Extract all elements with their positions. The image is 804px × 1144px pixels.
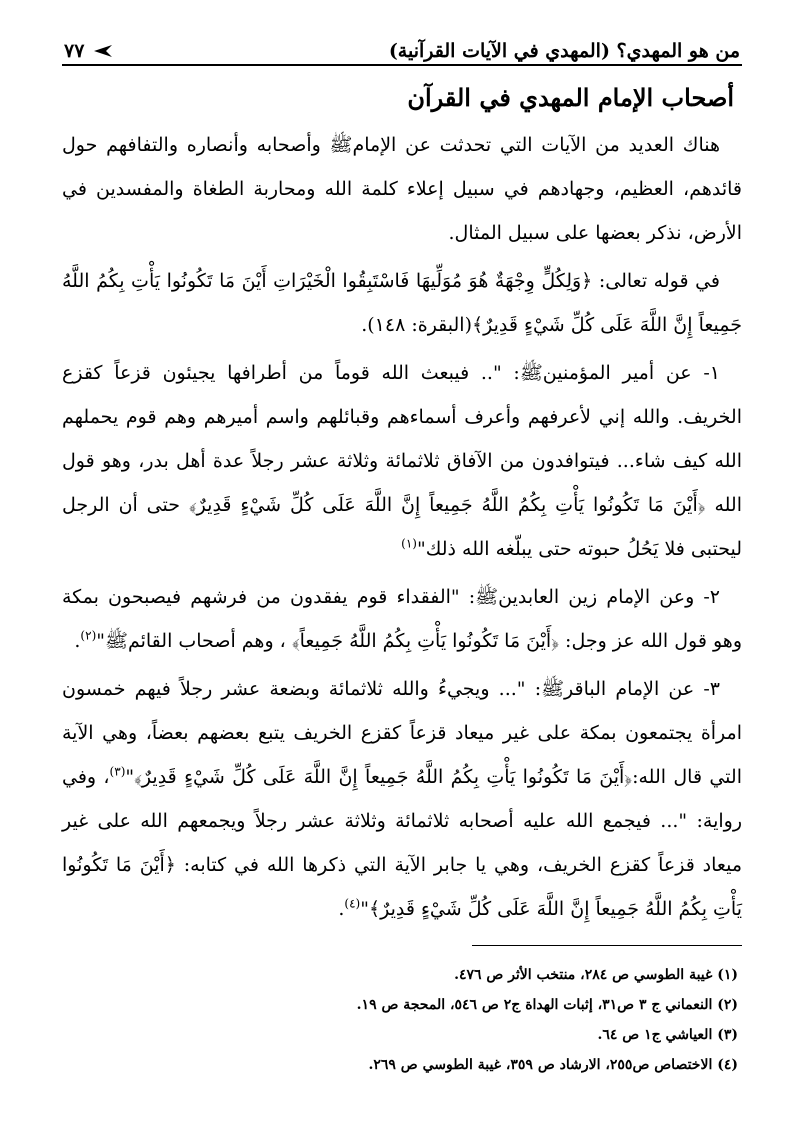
- footnote-marker-1[interactable]: (١): [401, 536, 417, 551]
- running-header-title: من هو المهدي؟ (المهدي في الآيات القرآنية): [388, 40, 740, 62]
- narration-1: [62, 351, 742, 571]
- footnote-3: (٣) العياشي ج١ ص ٦٤.: [597, 1027, 738, 1044]
- narration-3-continued: ، وفي رواية: "... فيجمع الله عليه أصحابه ثلاثمائة وثلاثة عشر رجلاً ويجمعهم الله على غير ميعاد قزعاً كقزع الخريف، وهي يا جابر الآية التي ذكرها الله في كتابه: ﴿أَيْنَ مَا تَكُونُوا يَأْتِ بِكُمُ اللَّهُ جَمِيعاً إِنَّ اللَّهَ عَلَى كُلِّ شَيْءٍ قَدِيرٌ﴾": [62, 766, 742, 921]
- footnote-4: (٤) الاختصاص ص٢٥٥، الارشاد ص ٣٥٩، غيبة الطوسي ص ٢٦٩.: [368, 1057, 738, 1074]
- footnote-1: (١) غيبة الطوسي ص ٢٨٤، منتخب الأثر ص ٤٧٦.: [454, 967, 738, 984]
- verse-intro: في قوله تعالى:: [592, 270, 721, 293]
- footnote-marker-3[interactable]: (٣): [109, 764, 126, 779]
- verse-paragraph: [62, 259, 742, 347]
- arrowhead-icon: [92, 44, 114, 58]
- narration-3-text: ٣- عن الإمام الباقرﷺ: "... ويجيءُ والله ثلاثمائة وبضعة عشر رجلاً فيهم خمسون امرأة يجتمعون بمكة على غير ميعاد قزعاً كقزع الخريف يتبع بعضهم بعضاً، وهي الآية التي قال الله:﴿أَيْنَ مَا تَكُونُوا يَأْتِ بِكُمُ اللَّهُ جَمِيعاً إِنَّ اللَّهَ عَلَى كُلِّ شَيْءٍ قَدِيرٌ﴾": [62, 678, 742, 789]
- footnotes: [62, 960, 742, 1080]
- running-header: [62, 28, 742, 66]
- verse-reference: (البقرة: ١٤٨).: [361, 314, 473, 337]
- quran-verse: ﴿وَلِكُلٍّ وِجْهَةٌ هُوَ مُوَلِّيهَا فَاسْتَبِقُوا الْخَيْرَاتِ أَيْنَ مَا تَكُونُوا يَأْتِ بِكُمُ اللَّهُ جَمِيعاً إِنَّ اللَّهَ عَلَى كُلِّ شَيْءٍ قَدِيرٌ﴾: [62, 270, 742, 337]
- narration-2-text: ٢- وعن الإمام زين العابدينﷺ: "الفقداء قوم يفقدون من فرشهم فيصبحون بمكة وهو قول الله عز وجل: ﴿أَيْنَ مَا تَكُونُوا يَأْتِ بِكُمُ اللَّهُ جَمِيعاً﴾ ، وهم أصحاب القائمﷺ": [62, 586, 742, 653]
- footnote-marker-4[interactable]: (٤): [344, 896, 361, 911]
- footnote-2: (٢) النعماني ج ٣ ص٣١، إثبات الهداة ج٢ ص ٥٤٦، المحجة ص ١٩.: [356, 997, 738, 1014]
- narration-1-text: ١- عن أمير المؤمنينﷺ: ".. فيبعث الله قوماً من أطرافها يجيئون قزعاً كقزع الخريف. والله إني لأعرفهم وأعرف أسماءهم وقبائلهم واسم أميرهم وهم قوم يحملهم الله كيف شاء... فيتوافدون من الآفاق ثلاثمائة وثلاثة عشر رجلاً عدة أهل بدر، وهو قول الله ﴿أَيْنَ مَا تَكُونُوا يَأْتِ بِكُمُ اللَّهُ جَمِيعاً إِنَّ اللَّهَ عَلَى كُلِّ شَيْءٍ قَدِيرٌ﴾ حتى أن الرجل ليحتبى فلا يَحُلُ حبوته حتى يبلّغه الله ذلك": [62, 362, 742, 561]
- footnote-divider: [472, 945, 742, 946]
- narration-3: [62, 667, 742, 931]
- section-title: أصحاب الإمام المهدي في القرآن: [407, 83, 734, 112]
- narration-3-end: .: [338, 898, 345, 921]
- footnote-marker-2[interactable]: (٢): [80, 628, 97, 643]
- body-text: [62, 123, 742, 931]
- page-number: ٧٧: [64, 40, 85, 62]
- intro-paragraph: هناك العديد من الآيات التي تحدثت عن الإمامﷺ وأصحابه وأنصاره والتفافهم حول قائدهم، العظيم، وجهادهم في سبيل إعلاء كلمة الله ومحاربة الطغاة والمفسدين في الأرض، نذكر بعضها على سبيل المثال.: [62, 134, 742, 245]
- narration-2-end: .: [74, 630, 81, 653]
- narration-2: [62, 575, 742, 663]
- book-page: [62, 28, 742, 1118]
- page-number-block: [64, 40, 114, 62]
